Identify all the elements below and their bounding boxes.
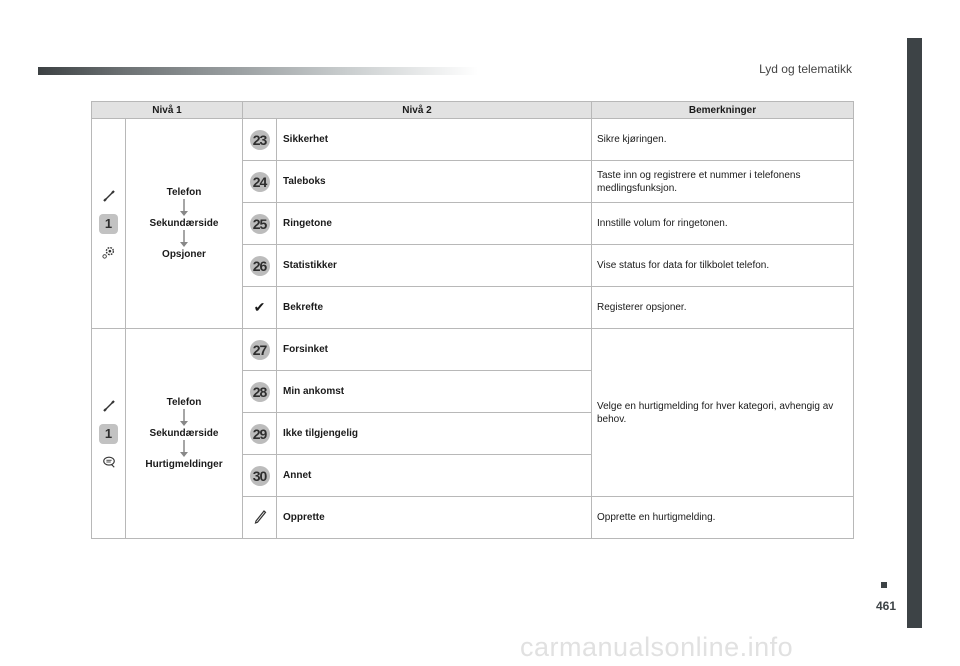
item-name: Forsinket: [277, 329, 592, 371]
phone-icon: [102, 399, 116, 413]
item-remark: Registerer opsjoner.: [592, 287, 854, 329]
item-remark: Innstille volum for ringetonen.: [592, 203, 854, 245]
item-name: Opprette: [277, 497, 592, 539]
checkmark-icon: ✔: [253, 299, 266, 315]
message-icon: [102, 455, 116, 469]
number-cell: [243, 329, 277, 371]
number-cell: [243, 455, 277, 497]
level1-icons-cell: [92, 329, 126, 539]
page-number: 461: [875, 599, 897, 613]
item-remark: Taste inn og registrere et nummer i telefonens medlingsfunksjon.: [592, 161, 854, 203]
number-cell: [243, 371, 277, 413]
number-cell: [243, 203, 277, 245]
number-cell: [243, 245, 277, 287]
item-number-badge: 27: [250, 340, 270, 360]
item-number-badge: 28: [250, 382, 270, 402]
item-name: Ikke tilgjengelig: [277, 413, 592, 455]
item-remark: Sikre kjøringen.: [592, 119, 854, 161]
item-name: Bekrefte: [277, 287, 592, 329]
table-row: [92, 119, 854, 161]
arrow-down-icon: [179, 409, 189, 427]
item-number-badge: 30: [250, 466, 270, 486]
menu-table: [91, 101, 854, 539]
item-number-badge: 29: [250, 424, 270, 444]
path-step: Hurtigmeldinger: [145, 459, 223, 470]
item-remark: Vise status for data for tilkbolet telefon.: [592, 245, 854, 287]
icon-cell: [243, 497, 277, 539]
path-step: Opsjoner: [162, 249, 206, 260]
item-number-badge: 24: [250, 172, 270, 192]
path-step: Telefon: [166, 397, 202, 408]
level1-path-cell: [126, 329, 243, 539]
item-remark: Opprette en hurtigmelding.: [592, 497, 854, 539]
item-name: Ringetone: [277, 203, 592, 245]
path-step: Telefon: [166, 187, 202, 198]
arrow-down-icon: [179, 199, 189, 217]
settings-icon: [102, 245, 116, 259]
number-cell: [243, 161, 277, 203]
item-remark-shared: Velge en hurtigmelding for hver kategori, avhengig av behov.: [592, 329, 854, 497]
level1-icons-cell: [92, 119, 126, 329]
level1-path-cell: [126, 119, 243, 329]
level-badge: 1: [99, 214, 118, 234]
number-cell: [243, 413, 277, 455]
level-badge: 1: [99, 424, 118, 444]
column-header-level1: Nivå 1: [92, 102, 243, 119]
column-header-level2: Nivå 2: [243, 102, 592, 119]
pencil-icon: [253, 508, 267, 524]
item-number-badge: 25: [250, 214, 270, 234]
item-name: Sikkerhet: [277, 119, 592, 161]
item-number-badge: 26: [250, 256, 270, 276]
table-row: [92, 329, 854, 371]
item-number-badge: 23: [250, 130, 270, 150]
section-title: Lyd og telematikk: [759, 62, 852, 76]
path-step: Sekundærside: [149, 218, 219, 229]
icon-cell: [243, 287, 277, 329]
header-gradient-bar: [38, 67, 478, 75]
arrow-down-icon: [179, 230, 189, 248]
table-header-row: [92, 102, 854, 119]
arrow-down-icon: [179, 440, 189, 458]
path-step: Sekundærside: [149, 428, 219, 439]
item-name: Taleboks: [277, 161, 592, 203]
item-name: Min ankomst: [277, 371, 592, 413]
phone-icon: [102, 189, 116, 203]
watermark: carmanualsonline.info: [520, 632, 794, 662]
page-edge-band: [907, 38, 922, 628]
number-cell: [243, 119, 277, 161]
page-marker: [881, 582, 887, 588]
item-name: Statistikker: [277, 245, 592, 287]
item-name: Annet: [277, 455, 592, 497]
column-header-remarks: Bemerkninger: [592, 102, 854, 119]
